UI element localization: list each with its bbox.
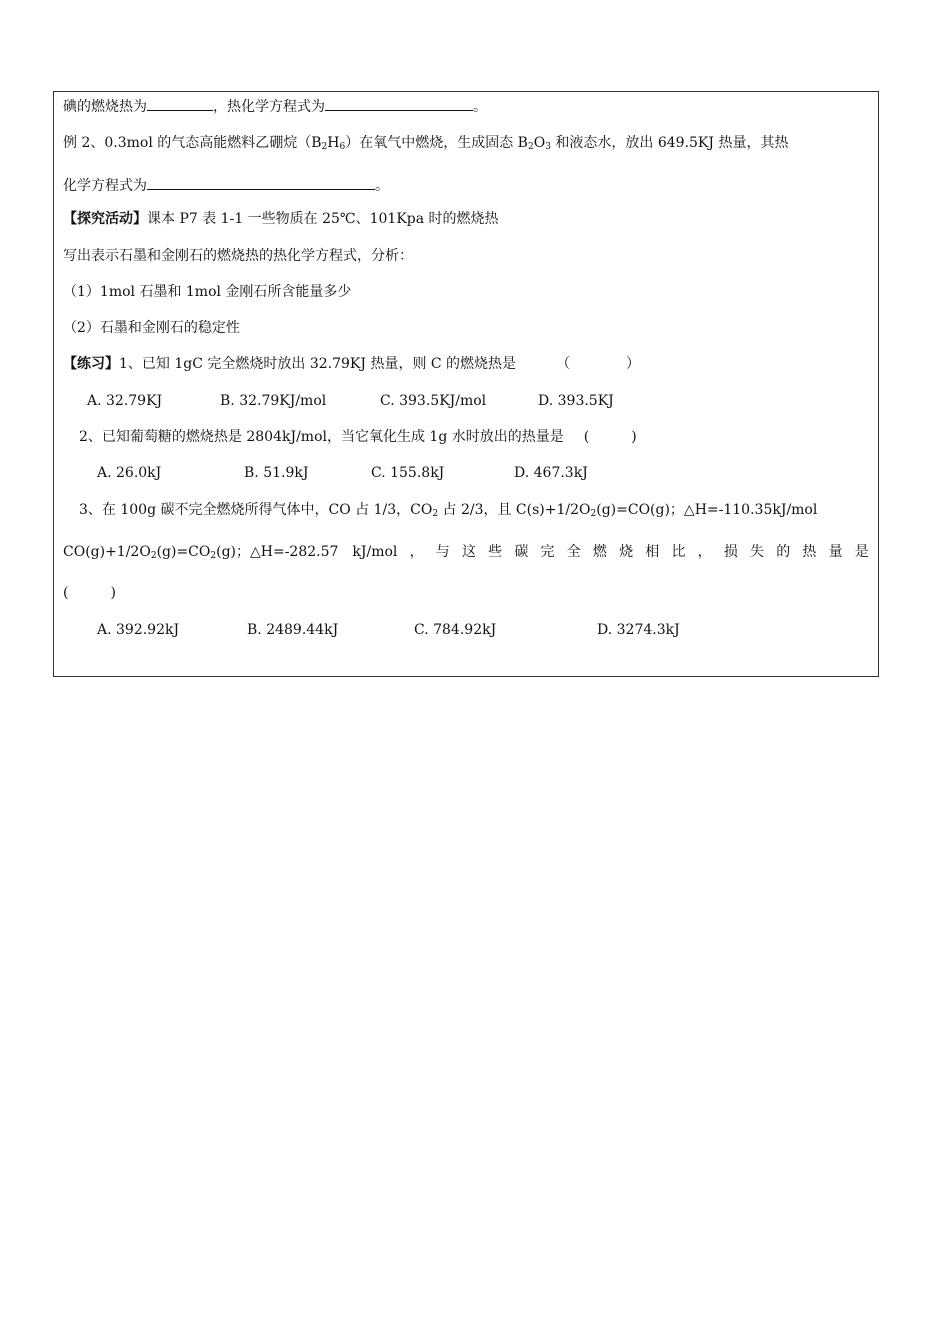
q3-word: 的 <box>776 544 791 560</box>
iodine-text-1: 碘的燃烧热为 <box>63 99 147 115</box>
subscript: 2 <box>150 551 157 561</box>
explore-title: 【探究活动】 <box>63 211 147 227</box>
iodine-question <box>63 96 487 117</box>
q3-option-b[interactable]: B. 2489.44kJ <box>247 622 339 638</box>
q3-word: 量 <box>828 544 843 560</box>
q1-option-a[interactable]: A. 32.79KJ <box>87 393 163 409</box>
practice-title: 【练习】 <box>63 356 119 372</box>
answer-blank-heat[interactable] <box>147 96 213 111</box>
q3-word: ， <box>409 544 424 560</box>
q3-word: 比 <box>671 544 686 560</box>
q3-text-6: (g)；△H=-282.57 kJ/mol <box>216 544 398 560</box>
practice-q2-stem <box>79 427 637 447</box>
subscript: 2 <box>590 509 597 519</box>
q3-word: 热 <box>802 544 817 560</box>
q3-text-4: CO(g)+1/2O <box>63 544 151 560</box>
example2-line1 <box>63 133 788 153</box>
example2-text-2: H <box>327 135 340 151</box>
q3-text-3: (g)=CO(g)；△H=-110.35kJ/mol <box>596 502 818 518</box>
q3-option-a[interactable]: A. 392.92kJ <box>97 622 180 638</box>
q3-word: 是 <box>854 544 869 560</box>
q3-option-d[interactable]: D. 3274.3kJ <box>597 622 680 638</box>
iodine-text-2: ，热化学方程式为 <box>213 99 325 115</box>
example2-text-5: 和液态水，放出 649.5KJ 热量，其热 <box>550 135 789 151</box>
q3-word: 些 <box>488 544 503 560</box>
explore-item-2: （2）石墨和金刚石的稳定性 <box>63 320 240 336</box>
q2-stem-text: 2、已知葡萄糖的燃烧热是 2804kJ/mol，当它氧化生成 1g 水时放出的热量是 <box>79 429 564 445</box>
answer-blank-equation[interactable] <box>325 96 473 111</box>
q1-stem-text: 1、已知 1gC 完全燃烧时放出 32.79KJ 热量，则 C 的燃烧热是 <box>119 356 517 372</box>
example2-text-3: ）在氧气中燃烧，生成固态 B <box>345 135 528 151</box>
example2-text-6: 化学方程式为 <box>63 178 147 194</box>
q3-word: 完 <box>540 544 555 560</box>
q2-option-a[interactable]: A. 26.0kJ <box>97 465 162 481</box>
q2-option-c[interactable]: C. 155.8kJ <box>371 465 445 481</box>
question-box <box>53 91 879 677</box>
q3-text-1: 3、在 100g 碳不完全燃烧所得气体中，CO 占 1/3，CO <box>79 502 433 518</box>
q3-word: 烧 <box>619 544 634 560</box>
q1-option-d[interactable]: D. 393.5KJ <box>538 393 614 409</box>
q3-word: 相 <box>645 544 660 560</box>
q2-option-d[interactable]: D. 467.3kJ <box>514 465 588 481</box>
q3-word: 这 <box>461 544 476 560</box>
q3-word: 损 <box>723 544 738 560</box>
q3-word: 燃 <box>592 544 607 560</box>
q2-answer-bracket[interactable]: ( ) <box>583 429 637 445</box>
subscript: 2 <box>432 509 439 519</box>
iodine-text-3: 。 <box>473 99 487 115</box>
q3-word: 全 <box>566 544 581 560</box>
explore-instruction: 写出表示石墨和金刚石的燃烧热的热化学方程式，分析： <box>63 248 413 264</box>
q3-word: 碳 <box>514 544 529 560</box>
subscript: 6 <box>339 142 346 152</box>
q3-option-c[interactable]: C. 784.92kJ <box>414 622 497 638</box>
example2-text-1: 例 2、0.3mol 的气态高能燃料乙硼烷（B <box>63 135 322 151</box>
example2-text-7: 。 <box>375 178 389 194</box>
subscript: 2 <box>321 142 328 152</box>
q3-word: ， <box>697 544 712 560</box>
q1-option-b[interactable]: B. 32.79KJ/mol <box>220 393 327 409</box>
q3-text-2: 占 2/3，且 C(s)+1/2O <box>438 502 591 518</box>
subscript: 3 <box>545 142 551 152</box>
example2-text-4: O <box>533 135 546 151</box>
practice-q3-line2 <box>63 542 869 562</box>
practice-q3-line1 <box>79 500 817 520</box>
subscript: 2 <box>210 551 217 561</box>
q1-option-c[interactable]: C. 393.5KJ/mol <box>380 393 487 409</box>
q3-word: 与 <box>435 544 450 560</box>
explore-item-1: （1）1mol 石墨和 1mol 金刚石所含能量多少 <box>63 284 352 300</box>
practice-q1-stem <box>63 354 640 374</box>
q3-word: 失 <box>750 544 765 560</box>
explore-heading <box>63 209 499 229</box>
q3-equation-2 <box>63 542 397 562</box>
q2-option-b[interactable]: B. 51.9kJ <box>244 465 309 481</box>
subscript: 2 <box>527 142 534 152</box>
example2-line2 <box>63 175 389 196</box>
explore-text: 课本 P7 表 1-1 一些物质在 25℃、101Kpa 时的燃烧热 <box>147 211 499 227</box>
q3-text-5: (g)=CO <box>156 544 211 560</box>
q1-answer-bracket[interactable]: （ ） <box>556 356 641 372</box>
answer-blank-example2[interactable] <box>147 175 375 190</box>
q3-answer-bracket[interactable]: ( ) <box>63 585 116 601</box>
